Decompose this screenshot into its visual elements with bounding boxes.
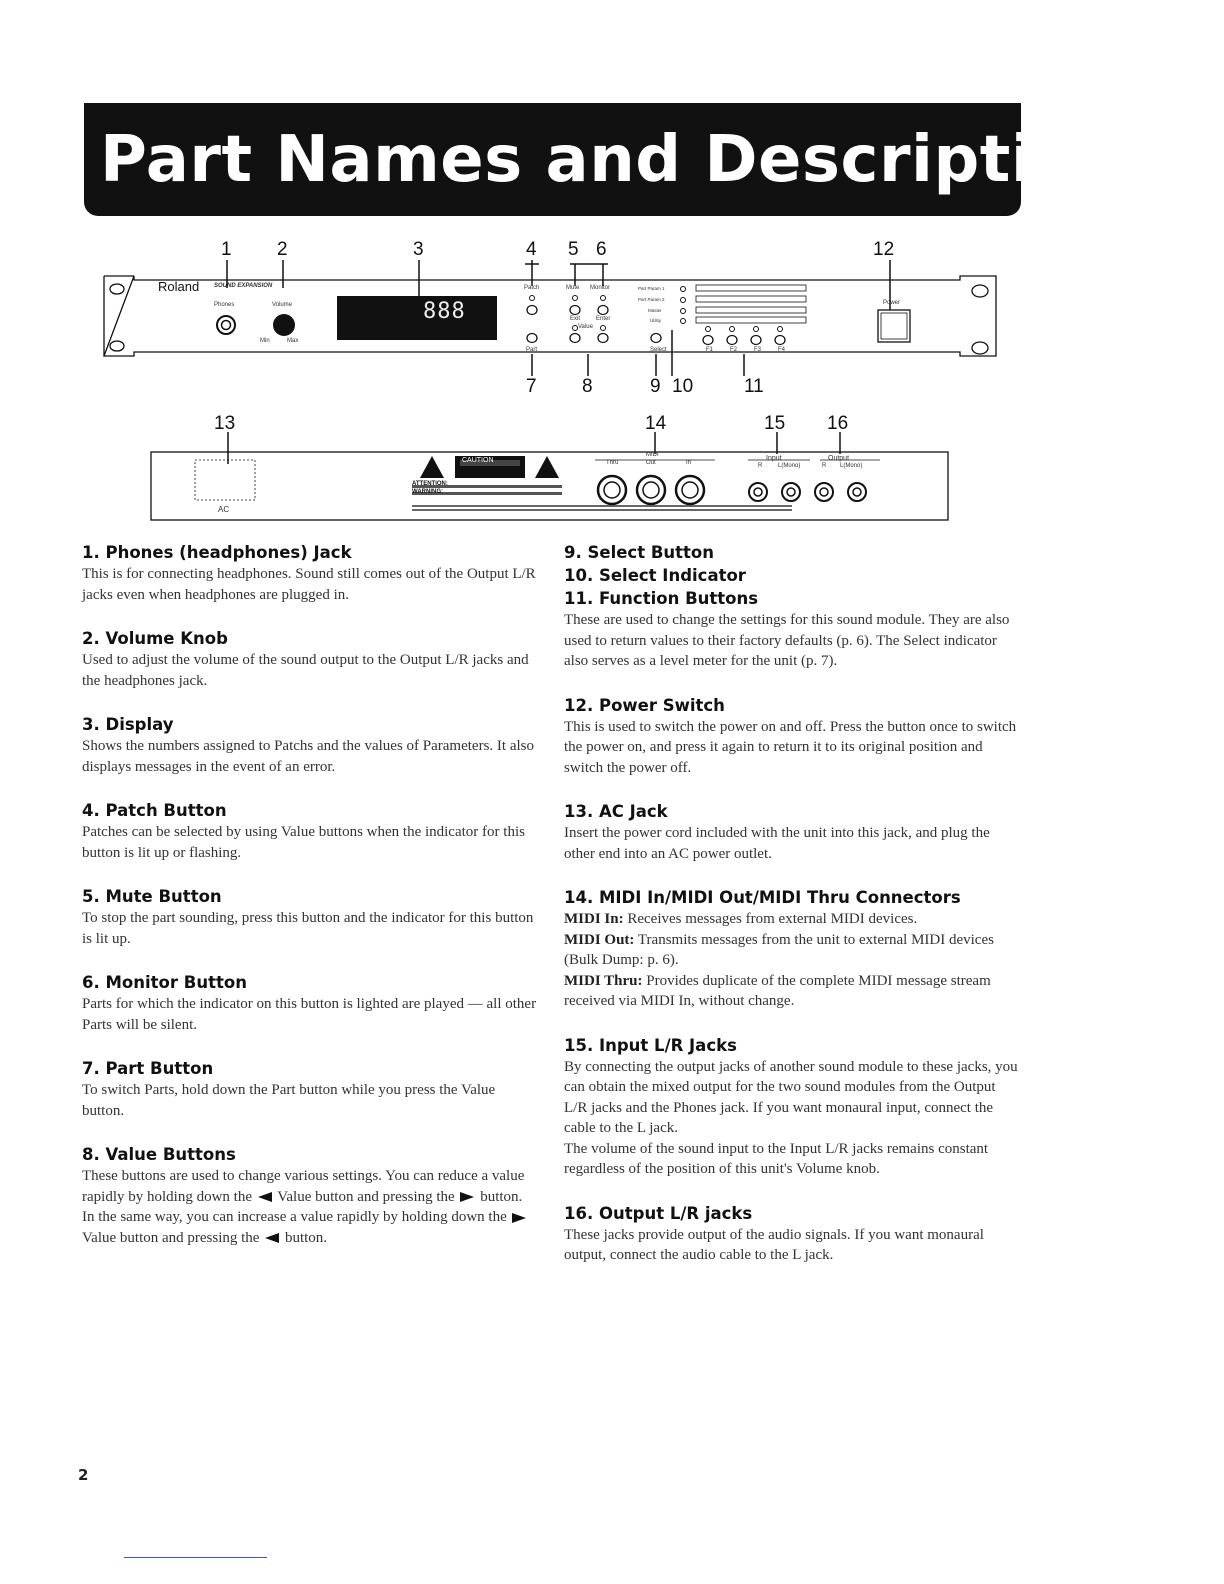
patch-panel-label: Patch [524,285,540,291]
attention-label: ATTENTION: [412,481,448,487]
footer-divider [124,1557,267,1558]
item-heading: 5. Mute Button [82,887,222,906]
item-heading: 1. Phones (headphones) Jack [82,543,352,562]
item-body: This is for connecting headphones. Sound still comes out of the Output L/R jacks even when headphones are plugged in. [82,566,536,603]
f3-label: F3 [754,347,762,353]
item-volume-knob [82,628,537,691]
item-body: MIDI Thru: Provides duplicate of the complete MIDI message stream received via MIDI In, without change. [564,972,991,1009]
output-r-label: R [822,463,827,469]
item-body: This is used to switch the power on and off. Press the button once to switch the power on, and press it again to return it to its original position and switch the power off. [564,718,1017,776]
max-label: Max [287,338,299,344]
right-arrow-icon [460,1192,474,1202]
f4-label: F4 [778,347,786,353]
warning-label: WARNING: [412,489,443,495]
item-body: These jacks provide output of the audio signals. If you want monaural output, connect the audio cable to the L jack. [564,1226,984,1263]
midi-label: MIDI [646,452,659,458]
f1-label: F1 [706,347,714,353]
input-l-label: L(Mono) [778,463,801,469]
left-arrow-icon [265,1233,279,1243]
item-midi-connectors [564,887,1019,1012]
item-heading: 12. Power Switch [564,695,725,715]
mute-panel-label: Mute [566,285,580,291]
item-heading: 16. Output L/R jacks [564,1203,753,1223]
item-body: By connecting the output jacks of another sound module to these jacks, you can obtain the mixed output for the two sound modules from the Output L/R jacks and the Phones jack. If you want monaural input, connect the cable to the L jack. [564,1058,1018,1136]
item-body: These buttons are used to change various settings. You can reduce a value rapidly by holding down the Value button and pressing the button. In the same way, you can increase a value rapidly by holding down the Value button and pressing the button. [82,1166,537,1248]
callout-9: 9 [650,376,661,397]
callout-13: 13 [214,413,236,434]
callout-3: 3 [413,239,424,260]
select-panel-label: Select [650,347,667,353]
item-heading: 3. Display [82,715,174,734]
item-output-jacks [564,1203,1019,1266]
item-body: Used to adjust the volume of the sound output to the Output L/R jacks and the headphones jack. [82,652,529,689]
brand-label: Roland [158,279,200,294]
callout-8: 8 [582,376,593,397]
item-body: These are used to change the settings for this sound module. They are also used to return values to their factory defaults (p. 6). The Select indicator also serves as a level meter for the unit (p. 7). [564,612,1010,669]
item-body: Shows the numbers assigned to Patchs and the values of Parameters. It also displays messages in the event of an error. [82,738,534,775]
output-l-label: L(Mono) [840,463,863,469]
caution-label: CAUTION [462,457,494,464]
item-patch-button [82,800,537,863]
input-label: Input [766,455,782,462]
item-part-button [82,1058,537,1121]
thru-label: Thru [606,460,619,466]
callout-5: 5 [568,239,579,260]
item-heading: 7. Part Button [82,1059,214,1078]
item-body: To stop the part sounding, press this button and the indicator for this button is lit up. [82,910,534,947]
callout-2: 2 [277,239,288,260]
item-body: To switch Parts, hold down the Part button while you press the Value button. [82,1082,496,1119]
callout-12: 12 [873,239,895,260]
item-heading: 13. AC Jack [564,802,668,821]
item-body: Parts for which the indicator on this button is lighted are played — all other Parts will be silent. [82,996,537,1033]
volume-panel-label: Volume [272,302,293,308]
item-mute-button [82,886,537,949]
callout-6: 6 [596,239,607,260]
item-select-button [564,542,1019,564]
item-body: Insert the power cord included with the unit into this jack, and plug the other end into an AC power outlet. [564,825,990,862]
ac-panel-label: AC [218,505,230,514]
item-power-switch [564,695,1019,779]
page-title: Part Names and Descriptions [100,123,1163,197]
page-number: 2 [78,1466,89,1484]
item-heading: 2. Volume Knob [82,629,228,648]
item-body: Patches can be selected by using Value buttons when the indicator for this button is lit up or flashing. [82,824,525,861]
item-body: The volume of the sound input to the Input L/R jacks remains constant regardless of the position of this unit's Volume knob. [564,1140,989,1177]
function-row-2: Part Param 2 [638,297,665,302]
item-display [82,714,537,777]
display-readout: 888 [423,299,466,324]
exit-panel-label: Exit [570,316,581,322]
item-value-buttons [82,1144,537,1248]
part-panel-label: Part [526,347,538,353]
left-arrow-icon [258,1192,272,1202]
item-heading: 9. Select Button [564,543,715,562]
monitor-panel-label: Monitor [590,285,611,291]
item-heading: 15. Input L/R Jacks [564,1035,737,1055]
item-heading: 11. Function Buttons [564,589,759,608]
callout-14: 14 [645,413,667,434]
phones-panel-label: Phones [214,302,235,308]
in-label: In [686,460,692,466]
item-body: MIDI In: Receives messages from external MIDI devices. [564,911,918,927]
item-heading: 4. Patch Button [82,801,227,820]
function-row-3: Master [648,308,662,313]
model-label: SOUND EXPANSION [214,283,273,289]
rear-panel-svg [150,430,950,522]
callout-15: 15 [764,413,786,434]
item-heading: 6. Monitor Button [82,973,247,992]
right-column [564,542,1019,1266]
callout-4: 4 [526,239,537,260]
item-ac-jack [564,801,1019,864]
input-r-label: R [758,463,763,469]
output-label: Output [828,455,850,462]
item-phones-jack [82,542,537,605]
callout-16: 16 [827,413,849,434]
item-heading: 14. MIDI In/MIDI Out/MIDI Thru Connectors [564,888,961,907]
item-function-buttons [564,588,1019,672]
item-input-jacks [564,1035,1019,1180]
item-heading: 10. Select Indicator [564,566,746,585]
left-column [82,542,537,1248]
right-arrow-icon [512,1213,526,1223]
min-label: Min [260,338,270,344]
power-panel-label: Power [883,300,901,306]
f2-label: F2 [730,347,738,353]
enter-panel-label: Enter [596,316,611,322]
out-label: Out [646,460,656,466]
callout-1: 1 [221,239,232,260]
function-row-1: Part Param 1 [638,286,665,291]
function-row-4: Utility [650,318,661,323]
item-heading: 8. Value Buttons [82,1145,236,1164]
front-panel-svg [100,258,1000,398]
callout-11: 11 [744,376,764,397]
item-monitor-button [82,972,537,1035]
value-panel-label: Value [578,324,593,330]
callout-7: 7 [526,376,537,397]
callout-10: 10 [672,376,694,397]
item-body: MIDI Out: Transmits messages from the unit to external MIDI devices (Bulk Dump: p. 6). [564,931,994,968]
item-select-indicator [564,565,1019,587]
